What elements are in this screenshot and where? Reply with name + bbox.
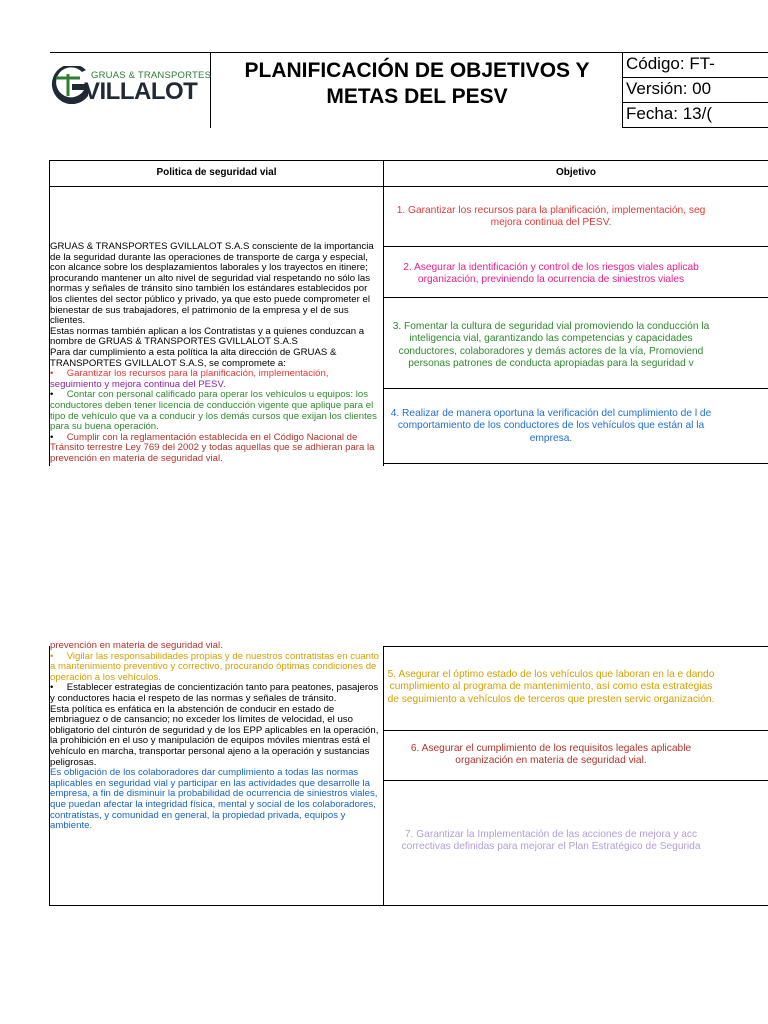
logo-tagline: GRUAS & TRANSPORTES <box>91 70 212 81</box>
policy-bullet: • Cumplir con la reglamentación establecida en el Código Nacional de Tránsito terrestre Ley 769 del 2002 y todas aquellas que se adhieran para la prevención en materia de seguridad vial. <box>50 431 375 464</box>
policy-bullet: • Garantizar los recursos para la planificación, implementación, <box>50 368 329 380</box>
policy-text-top <box>50 242 381 466</box>
policy-bullet-continuation: prevención en materia de seguridad vial. <box>50 641 223 651</box>
page-title: PLANIFICACIÓN DE OBJETIVOS Y METAS DEL PESV <box>244 59 590 108</box>
objective-2: 2. Asegurar la identificación y control de los riesgos viales aplicab organización, previniendo la ocurrencia de siniestros viales <box>403 262 699 286</box>
objective-7: 7. Garantizar la Implementación de las acciones de mejora y acc correctivas definidas para mejorar el Plan Estratégico de Segurida <box>401 829 701 853</box>
logo-wordmark: VILLALOT <box>84 78 198 105</box>
policy-bullet: • Contar con personal calificado para operar los vehículos u equipos: los conductores deben tener licencia de conducción vigente que aplique para el tipo de vehículo que va a conducir y los demás cursos que exijan los clientes para su buena operación. <box>50 389 377 433</box>
policy-paragraph: Esta política es enfática en la abstención de conducir en estado de embriaguez o de cansancio; no exceder los límites de velocidad, el uso obligatorio del cinturón de seguridad y de los EPP aplicables en la operación, la prohibición en el uso y manipulación de equipos móviles mientras está el vehículo en marcha, transportar personal ajeno a la operación y sustancias peligrosas. <box>50 703 379 768</box>
objective-5: 5. Asegurar el óptimo estado de los vehículos que laboran en la e dando cumplimiento al programa de mantenimiento, así como esta estrategias de seguimiento a vehículos de terceros que presten servic organización. <box>387 669 715 705</box>
policy-paragraph: Para dar cumplimiento a esta política la alta dirección de GRUAS & TRANSPORTES GVILLALOT S.A.S, se compromete a: <box>50 346 337 369</box>
column-header-policy: Politica de seguridad vial <box>156 167 277 178</box>
objective-6: 6. Asegurar el cumplimiento de los requisitos legales aplicable organización en materia de seguridad vial. <box>410 743 692 767</box>
policy-paragraph: Es obligación de los colaboradores dar cumplimiento a todas las normas aplicables en seguridad vial y participar en las actividades que desarrolle la empresa, a fin de disminuir la probabilidad de ocurrencia de siniestros viales, que puedan afectar la integridad física, mental y social de los colaboradores, contratistas, y comunidad en general, la propiedad privada, equipos y ambiente. <box>50 767 378 832</box>
policy-paragraph: GRUAS & TRANSPORTES GVILLALOT S.A.S consciente de la importancia de la seguridad durante las operaciones de transporte de carga y especial, con alcance sobre los desplazamientos laborales y los trayectos en itinere; procurando mantener un alto nivel de seguridad vial respetando no sólo las normas y señales de tránsito sino también los estándares establecidos por los clientes del sector público y privado, ya que esto puede comprometer el bienestar de sus trabajadores, el patrimonio de la empresa y el de sus clientes. <box>50 242 374 327</box>
policy-text-bottom <box>50 641 381 851</box>
policy-bullet: • Vigilar las responsabilidades propias y de nuestros contratistas en cuanto a mantenimiento preventivo y correctivo, procurando óptimas condiciones de operación a los vehículos. <box>50 650 380 683</box>
document-version: Versión: 00 <box>626 79 712 98</box>
objective-1: 1. Garantizar los recursos para la planificación, implementación, seg mejora continua del PESV. <box>396 205 706 229</box>
policy-bullet-continuation: seguimiento y mejora continua del PESV. <box>50 378 226 390</box>
document-date: Fecha: 13/( <box>626 104 712 123</box>
objective-4: 4. Realizar de manera oportuna la verificación del cumplimiento de l de comportamiento de los conductores de los vehículos que están al la empresa. <box>390 408 712 444</box>
column-header-objective: Objetivo <box>555 167 596 178</box>
document-code: Código: FT- <box>626 54 715 73</box>
policy-paragraph: Estas normas también aplican a los Contratistas y a quienes conduzcan a nombre de GRUAS & TRANSPORTES GVILLALOT S.A.S <box>50 325 365 348</box>
policy-bullet: • Establecer estrategias de concientización tanto para peatones, pasajeros y conductores hacia el respeto de las normas y señales de tránsito. <box>50 682 379 704</box>
objective-3: 3. Fomentar la cultura de seguridad vial promoviendo la conducción la inteligencia vial, garantizando las competencias y capacidades conductores, colaboradores y demás actores de la vía, Promoviend personas patrones de conducta apropiadas para la seguridad v <box>392 321 710 370</box>
